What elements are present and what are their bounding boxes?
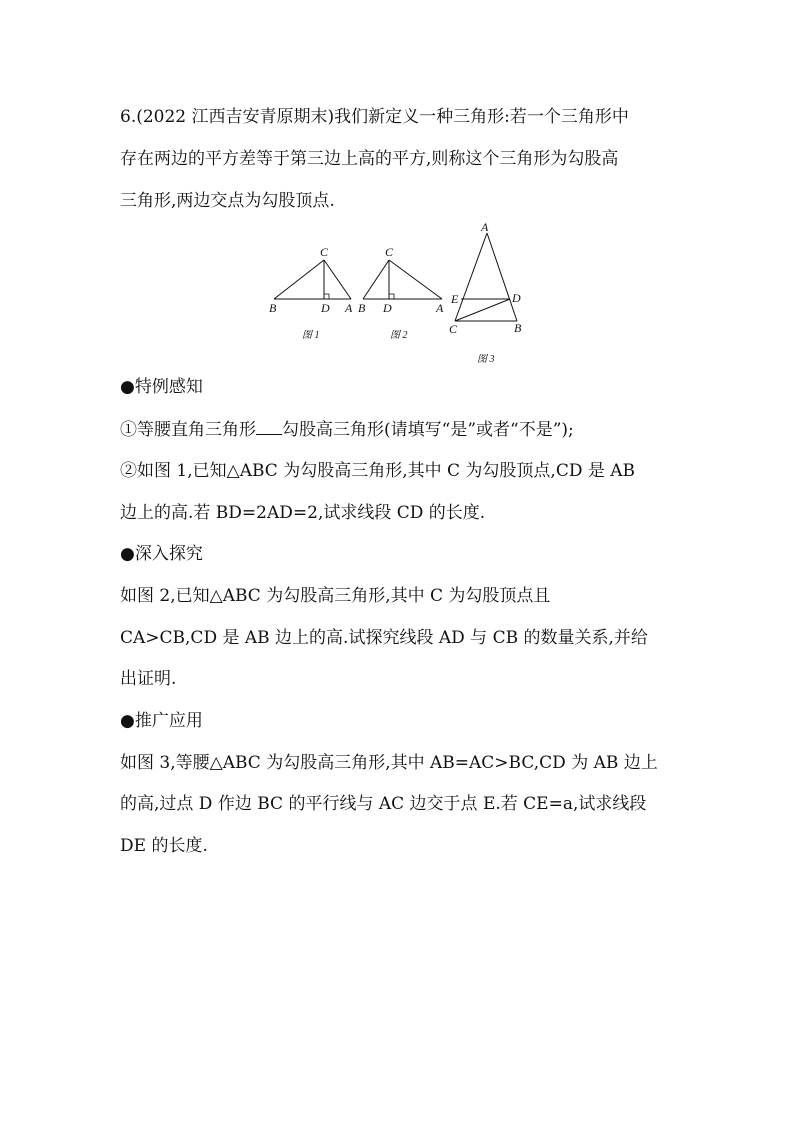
figures-svg <box>260 220 540 370</box>
figures-group <box>260 220 540 370</box>
fig2-label-d: D <box>383 301 392 315</box>
fig3-caption: 图 3 <box>477 354 495 365</box>
question-3-line-2: CA>CB,CD 是 AB 边上的高.试探究线段 AD 与 CB 的数量关系,并给 <box>120 628 648 648</box>
fig3-label-b: B <box>514 321 522 335</box>
fig1-label-c: C <box>320 245 329 259</box>
section-heading-special-case: ●特例感知 <box>120 377 203 397</box>
question-3-line-1: 如图 2,已知△ABC 为勾股高三角形,其中 C 为勾股顶点且 <box>120 586 551 606</box>
question-1-text-after: 勾股高三角形(请填写“是”或者“不是”); <box>282 420 574 440</box>
fig1-caption: 图 1 <box>302 330 320 341</box>
problem-intro-line-1: 6.(2022 江西吉安青原期末)我们新定义一种三角形:若一个三角形中 <box>120 107 629 127</box>
fig3-label-e: E <box>451 292 459 306</box>
question-1 <box>120 418 574 441</box>
fig3-label-c: C <box>449 322 458 336</box>
question-3-line-3: 出证明. <box>120 669 177 689</box>
fig1-label-a: A <box>345 301 353 315</box>
question-4-line-1: 如图 3,等腰△ABC 为勾股高三角形,其中 AB=AC>BC,CD 为 AB 边上 <box>120 753 658 773</box>
section-heading-deep-explore: ●深入探究 <box>120 544 203 564</box>
fig1-label-d: D <box>321 301 330 315</box>
problem-intro-line-2: 存在两边的平方差等于第三边上高的平方,则称这个三角形为勾股高 <box>120 149 619 169</box>
figure-1 <box>269 245 353 341</box>
question-1-text-before: ①等腰直角三角形 <box>120 420 256 440</box>
fig2-label-c: C <box>385 245 394 259</box>
fig2-caption: 图 2 <box>390 330 408 341</box>
fig2-label-b: B <box>358 301 366 315</box>
section-heading-application: ●推广应用 <box>120 711 203 731</box>
question-2-line-2: 边上的高.若 BD=2AD=2,试求线段 CD 的长度. <box>120 503 486 523</box>
question-4-line-3: DE 的长度. <box>120 836 208 856</box>
answer-blank <box>256 418 282 435</box>
fig3-label-a: A <box>481 220 489 234</box>
fig1-label-b: B <box>269 301 277 315</box>
fig2-label-a: A <box>436 301 444 315</box>
problem-intro-line-3: 三角形,两边交点为勾股顶点. <box>120 191 335 211</box>
fig3-label-d: D <box>512 291 521 305</box>
figure-2 <box>358 245 444 341</box>
question-2-line-1: ②如图 1,已知△ABC 为勾股高三角形,其中 C 为勾股顶点,CD 是 AB <box>120 461 636 481</box>
question-4-line-2: 的高,过点 D 作边 BC 的平行线与 AC 边交于点 E.若 CE=a,试求线段 <box>120 794 647 814</box>
figure-3 <box>449 220 522 365</box>
